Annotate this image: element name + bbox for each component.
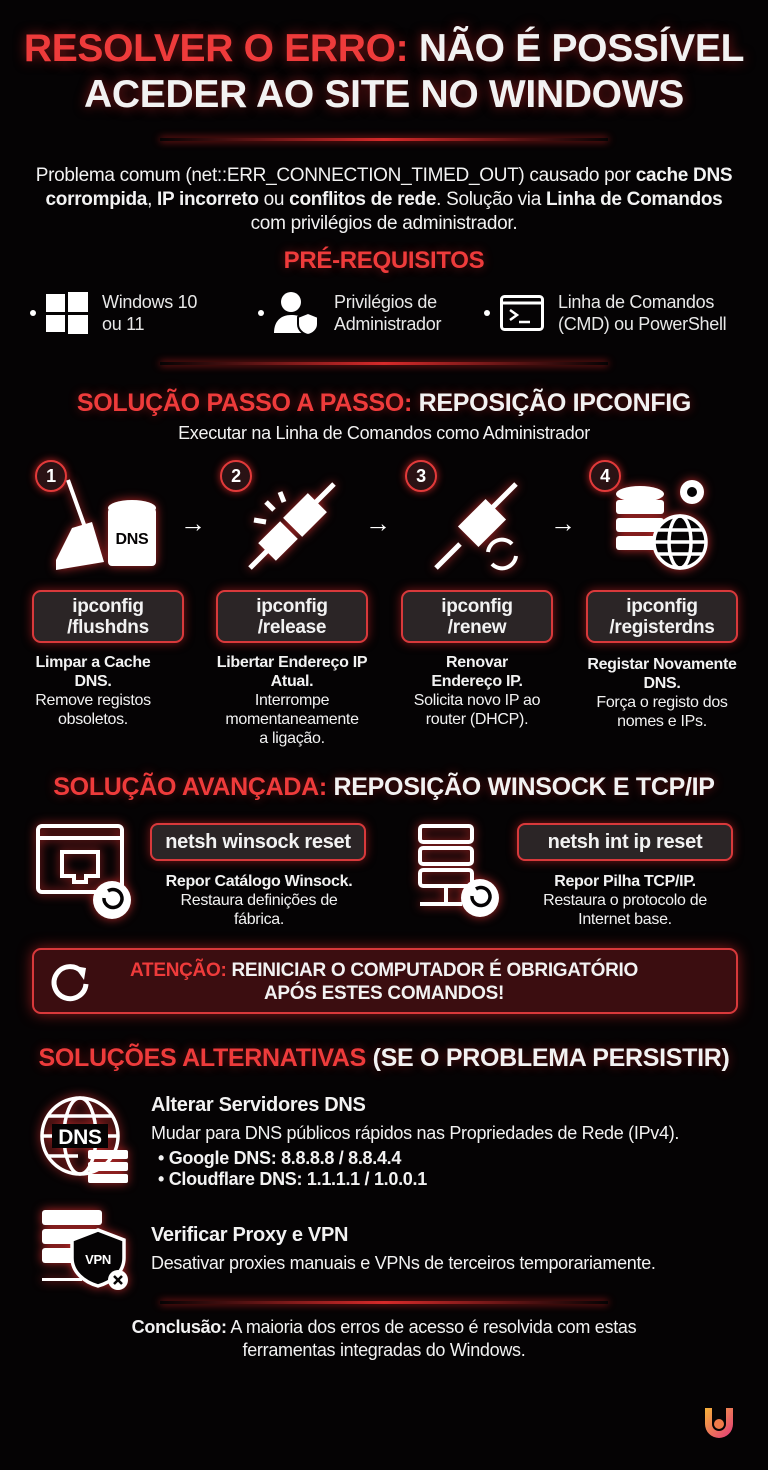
advanced-description: Repor Catálogo Winsock. Restaura definições de fábrica. <box>165 873 353 928</box>
list-item: • Google DNS: 8.8.8.8 / 8.8.4.4 <box>158 1148 402 1168</box>
database-globe-gear-icon <box>612 476 712 572</box>
steps-title: SOLUÇÃO PASSO A PASSO: REPOSIÇÃO IPCONFIG <box>76 389 692 417</box>
arrow-icon: → <box>550 508 576 538</box>
step-number: 1 <box>35 460 67 492</box>
dns-globe-server-icon <box>40 1096 132 1184</box>
brand-logo <box>702 1406 736 1442</box>
arrow-icon: → <box>180 508 206 538</box>
step-number: 4 <box>589 460 621 492</box>
command-release[interactable]: ipconfig /release <box>216 590 368 643</box>
step-description: Registar Novamente DNS. Força o registo dos nomes e IPs. <box>587 656 737 730</box>
advanced-title: SOLUÇÃO AVANÇADA: REPOSIÇÃO WINSOCK E TCP/IP <box>53 773 715 801</box>
page-title: RESOLVER O ERRO: NÃO É POSSÍVEL <box>23 27 745 70</box>
dns-text: Mudar para DNS públicos rápidos nas Propriedades de Rede (IPv4). <box>151 1123 680 1143</box>
page-title-line2: ACEDER AO SITE NO WINDOWS <box>84 73 684 116</box>
list-item: • Cloudflare DNS: 1.1.1.1 / 1.0.0.1 <box>158 1169 427 1189</box>
intro-text: Problema comum (net::ERR_CONNECTION_TIMED_OUT) causado por cache DNS corrompida, IP incorreto ou conflitos de rede. Solução via Linha de Comandos com privilégios de administrador. <box>35 165 733 234</box>
step-number: 3 <box>405 460 437 492</box>
network-port-reset-icon <box>36 824 134 920</box>
svg-text:DNS: DNS <box>115 531 149 548</box>
command-registerdns[interactable]: ipconfig /registerdns <box>586 590 738 643</box>
warning-banner: ATENÇÃO: REINICIAR O COMPUTADOR É OBRIGATÓRIO APÓS ESTES COMANDOS! <box>32 948 738 1014</box>
step-description: Libertar Endereço IP Atual. Interrompe momentaneamente a ligação. <box>216 654 368 747</box>
advanced-description: Repor Pilha TCP/IP. Restaura o protocolo de Internet base. <box>543 873 707 928</box>
divider <box>160 1301 608 1304</box>
dns-list <box>158 1148 427 1190</box>
command-renew[interactable]: ipconfig /renew <box>401 590 553 643</box>
steps-subtitle: Executar na Linha de Comandos como Administrador <box>178 423 590 443</box>
windows-icon <box>46 292 88 334</box>
prereq-windows: Windows 10 ou 11 <box>30 291 197 335</box>
broom-dns-icon <box>48 480 160 572</box>
terminal-icon <box>500 295 544 331</box>
vpn-shield-server-icon <box>40 1208 130 1292</box>
step-description: Renovar Endereço IP. Solicita novo IP ao router (DHCP). <box>413 654 541 728</box>
plug-refresh-icon <box>430 480 526 572</box>
command-flushdns[interactable]: ipconfig /flushdns <box>32 590 184 643</box>
command-winsock-reset[interactable]: netsh winsock reset <box>150 823 366 861</box>
prereq-terminal: Linha de Comandos (CMD) ou PowerShell <box>484 291 726 335</box>
command-int-ip-reset[interactable]: netsh int ip reset <box>517 823 733 861</box>
divider <box>160 138 608 141</box>
restart-icon <box>50 962 90 1002</box>
prereq-title: PRÉ-REQUISITOS <box>283 247 485 274</box>
admin-user-icon <box>274 291 320 335</box>
prereq-admin: Privilégios de Administrador <box>258 291 441 335</box>
svg-text:VPN: VPN <box>85 1252 111 1267</box>
vpn-title: Verificar Proxy e VPN <box>151 1224 349 1246</box>
arrow-icon: → <box>365 508 391 538</box>
unplug-cable-icon <box>244 480 340 572</box>
step-description: Limpar a Cache DNS. Remove registos obsoletos. <box>35 654 151 728</box>
alternatives-title: SOLUÇÕES ALTERNATIVAS (SE O PROBLEMA PERSISTIR) <box>38 1044 730 1072</box>
svg-text:DNS: DNS <box>58 1126 102 1149</box>
server-reset-icon <box>418 824 504 920</box>
step-number: 2 <box>220 460 252 492</box>
vpn-text: Desativar proxies manuais e VPNs de terceiros temporariamente. <box>151 1253 656 1273</box>
dns-title: Alterar Servidores DNS <box>151 1094 366 1116</box>
conclusion: Conclusão: A maioria dos erros de acesso é resolvida com estas ferramentas integradas do Windows. <box>131 1317 637 1360</box>
divider <box>160 362 608 365</box>
